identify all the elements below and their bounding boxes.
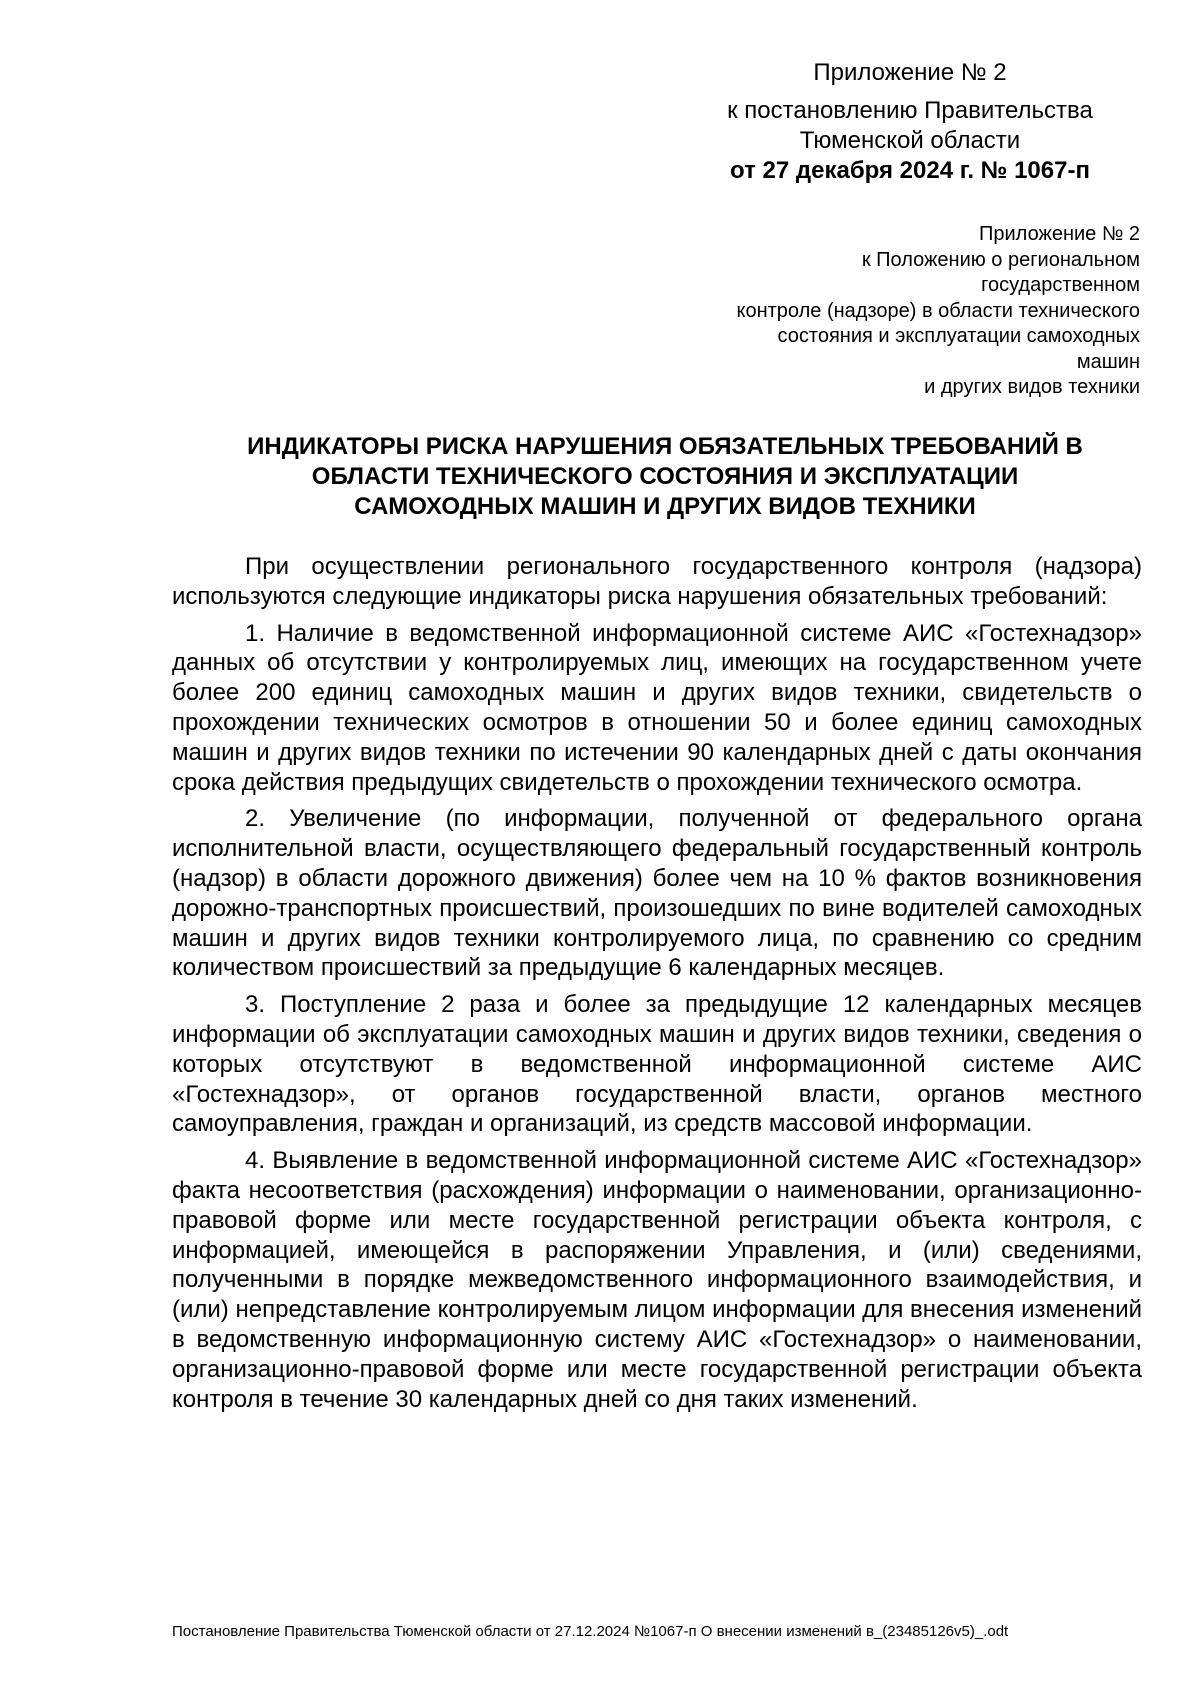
title-line: ОБЛАСТИ ТЕХНИЧЕСКОГО СОСТОЯНИЯ И ЭКСПЛУАТАЦИИ xyxy=(311,463,1019,490)
resolution-date-number: от 27 декабря 2024 г. № 1067-п xyxy=(730,157,1090,184)
page-footer: Постановление Правительства Тюменской области от 27.12.2024 №1067-п О внесении изменений в_(23485126v5)_.odt xyxy=(172,1623,1009,1640)
indicator-item-3: 3. Поступление 2 раза и более за предыдущие 12 календарных месяцев информации об эксплуатации самоходных машин и других видов техники, сведения о которых отсутствуют в ведомственной информационной системе АИС «Гостехнадзор», от органов государственной власти, органов местного самоуправления, граждан и организаций, из средств массовой информации. xyxy=(172,991,1142,1138)
document-title xyxy=(170,432,1160,522)
title-line: САМОХОДНЫХ МАШИН И ДРУГИХ ВИДОВ ТЕХНИКИ xyxy=(354,493,976,520)
appendix-regulation-line: и других видов техники xyxy=(924,376,1140,398)
appendix-label: Приложение № 2 xyxy=(813,59,1007,86)
appendix-regulation-line: к Положению о региональном xyxy=(861,248,1140,271)
appendix-region-line: Тюменской области xyxy=(799,127,1021,154)
indicator-item-1: 1. Наличие в ведомственной информационной системе АИС «Гостехнадзор» данных об отсутствии у контролируемых лиц, имеющих на государственном учете более 200 единиц самоходных машин и других видов техники, свидетельств о прохождении технических осмотров в отношении 50 и более единиц самоходных машин и других видов техники по истечении 90 календарных дней с даты окончания срока действия предыдущих свидетельств о прохождении технического осмотра. xyxy=(172,619,1142,796)
appendix-regulation-line: Приложение № 2 xyxy=(979,223,1140,245)
indicator-item-4: 4. Выявление в ведомственной информационной системе АИС «Гостехнадзор» факта несоответствия (расхождения) информации о наименовании, организационно-правовой форме или месте государственной регистрации объекта контроля, с информацией, имеющейся в распоряжении Управления, и (или) сведениями, полученными в порядке межведомственного информационного взаимодействия, и (или) непредставление контролируемым лицом информации для внесения изменений в ведомственную информационную систему АИС «Гостехнадзор» о наименовании, организационно-правовой форме или месте государственной регистрации объекта контроля в течение 30 календарных дней со дня таких изменений. xyxy=(172,1147,1142,1413)
appendix-resolution-line: к постановлению Правительства xyxy=(727,97,1093,124)
indicator-item-2: 2. Увеличение (по информации, полученной от федерального органа исполнительной власти, осуществляющего федеральный государственный контроль (надзор) в области дорожного движения) более чем на 10 % фактов возникновения дорожно-транспортных происшествий, произошедших по вине водителей самоходных машин и других видов техники контролируемого лица, по сравнению со средним количеством происшествий за предыдущие 6 календарных месяцев. xyxy=(172,805,1142,982)
appendix-regulation-line: машин xyxy=(1076,350,1140,373)
appendix-regulation-line: государственном xyxy=(981,274,1140,296)
appendix-regulation-header xyxy=(620,222,1140,401)
intro-paragraph: При осуществлении регионального государственного контроля (надзора) используются следующие индикаторы риска нарушения обязательных требований: xyxy=(172,553,1142,610)
title-line: ИНДИКАТОРЫ РИСКА НАРУШЕНИЯ ОБЯЗАТЕЛЬНЫХ ТРЕБОВАНИЙ В xyxy=(247,433,1083,460)
appendix-regulation-line: контроле (надзоре) в области технического xyxy=(736,299,1140,322)
appendix-main-header xyxy=(700,58,1120,186)
document-body xyxy=(172,552,1142,1414)
appendix-regulation-line: состояния и эксплуатации самоходных xyxy=(777,325,1140,347)
